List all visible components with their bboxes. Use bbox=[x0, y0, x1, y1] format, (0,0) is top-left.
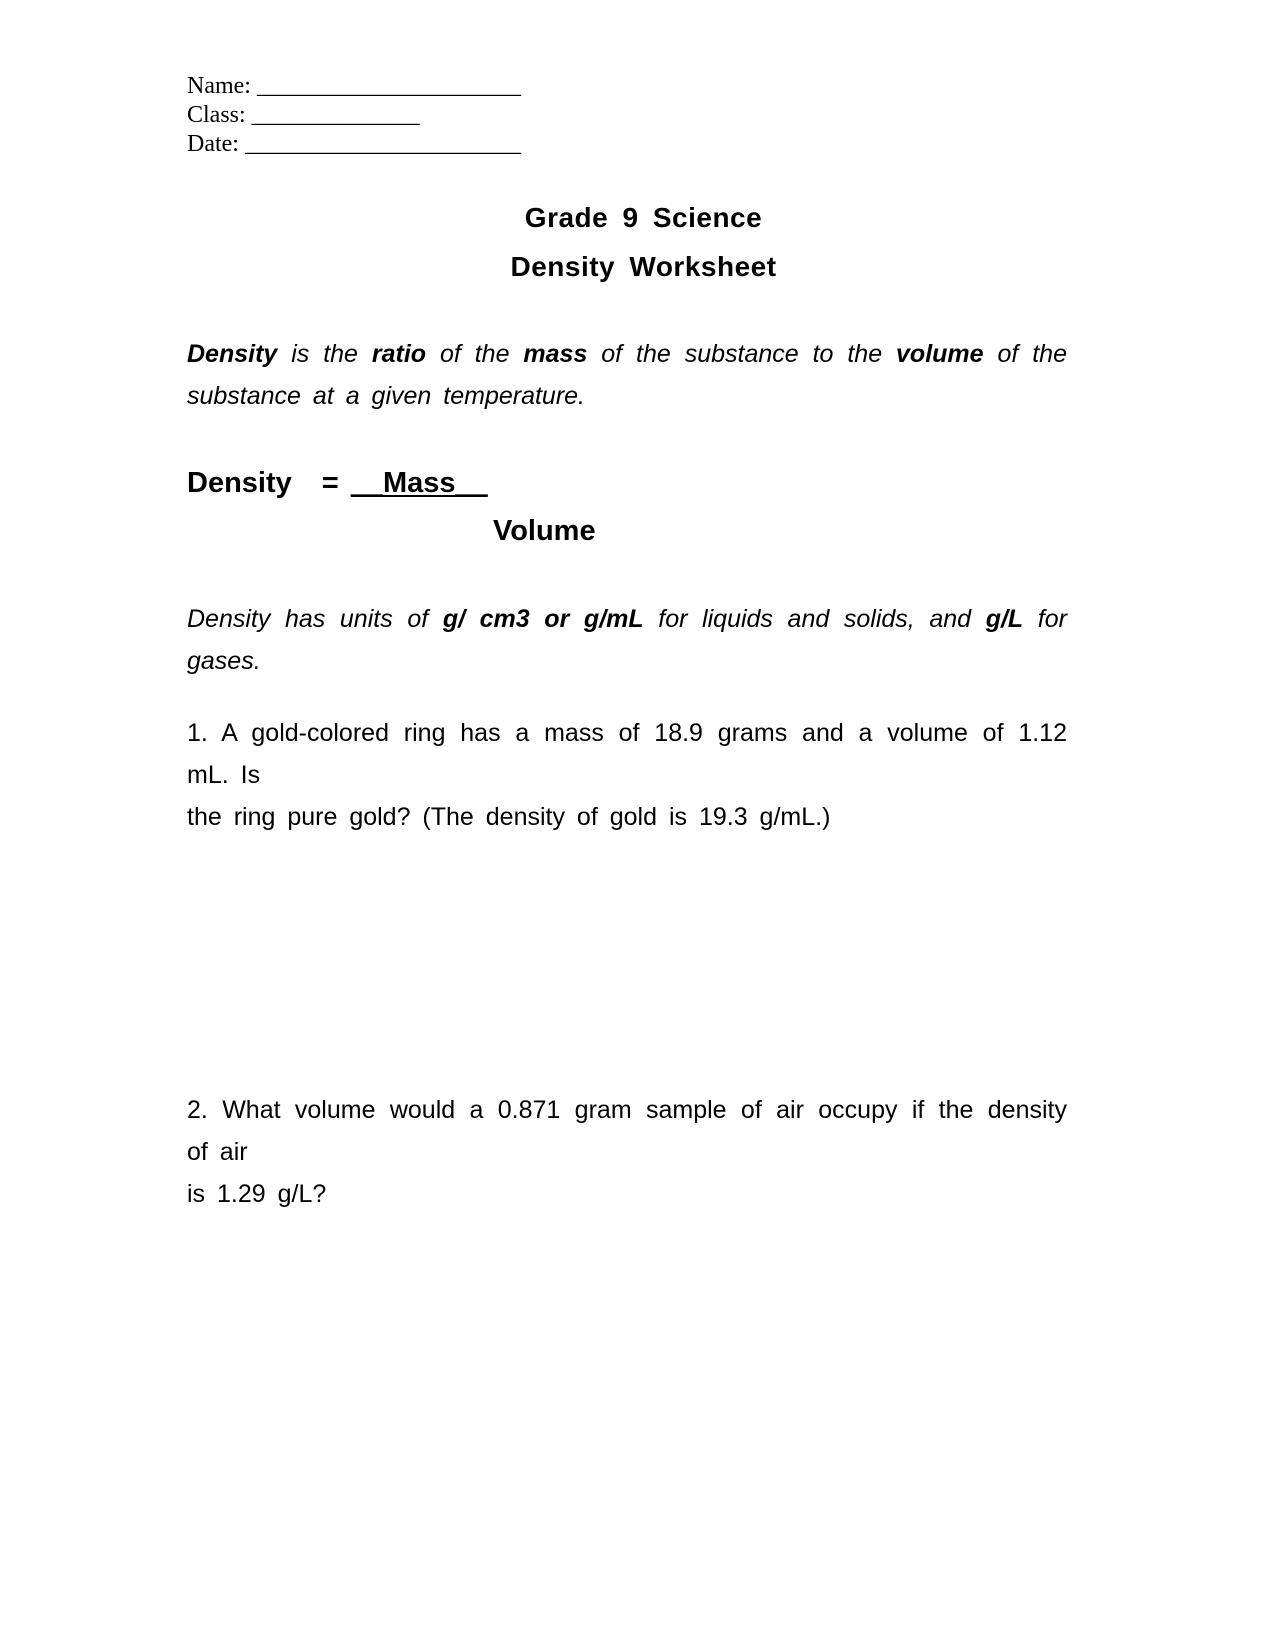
term-ratio: ratio bbox=[371, 340, 427, 368]
definition-text: of the substance at a given temperature. bbox=[187, 340, 1067, 410]
term-mass: mass bbox=[523, 340, 588, 368]
units-text: Density has units of bbox=[187, 605, 443, 633]
formula-numerator: __Mass__ bbox=[350, 467, 488, 499]
definition-text: of the bbox=[426, 340, 524, 368]
units-gas: g/L bbox=[985, 605, 1024, 633]
units-text: for liquids and solids, and bbox=[643, 605, 986, 633]
formula-equals: = bbox=[321, 467, 339, 499]
course-title: Grade 9 Science bbox=[524, 202, 763, 233]
student-info-fields bbox=[187, 72, 521, 159]
density-definition bbox=[187, 333, 1067, 417]
question-1 bbox=[187, 712, 1067, 838]
term-density: Density bbox=[187, 340, 278, 368]
density-units-note bbox=[187, 598, 1067, 682]
question-2-line-1: 2. What volume would a 0.871 gram sample of air occupy if the density bbox=[187, 1096, 1067, 1124]
worksheet-title: Density Worksheet bbox=[510, 251, 777, 282]
question-1-line-1: 1. A gold-colored ring has a mass of 18.9 grams and a volume of 1.12 bbox=[187, 719, 1067, 747]
formula-denominator: Volume bbox=[493, 515, 596, 547]
units-solid-liquid: g/ cm3 or g/mL bbox=[442, 605, 644, 633]
density-formula bbox=[187, 467, 488, 500]
question-1-line-2: mL. Is bbox=[187, 761, 261, 789]
term-volume: volume bbox=[896, 340, 984, 368]
question-2 bbox=[187, 1089, 1067, 1215]
question-2-line-3: is 1.29 g/L? bbox=[187, 1180, 327, 1208]
name-field: Name: ______________________ bbox=[187, 73, 521, 99]
question-2-line-2: of air bbox=[187, 1138, 248, 1166]
formula-lhs: Density bbox=[187, 467, 292, 499]
date-field: Date: _______________________ bbox=[187, 131, 521, 157]
definition-text: of the substance to the bbox=[587, 340, 897, 368]
class-field: Class: ______________ bbox=[187, 102, 420, 128]
question-1-line-3: the ring pure gold? (The density of gold is 19.3 g/mL.) bbox=[187, 803, 831, 831]
units-text: for gases. bbox=[187, 605, 1067, 675]
definition-text: is the bbox=[277, 340, 372, 368]
